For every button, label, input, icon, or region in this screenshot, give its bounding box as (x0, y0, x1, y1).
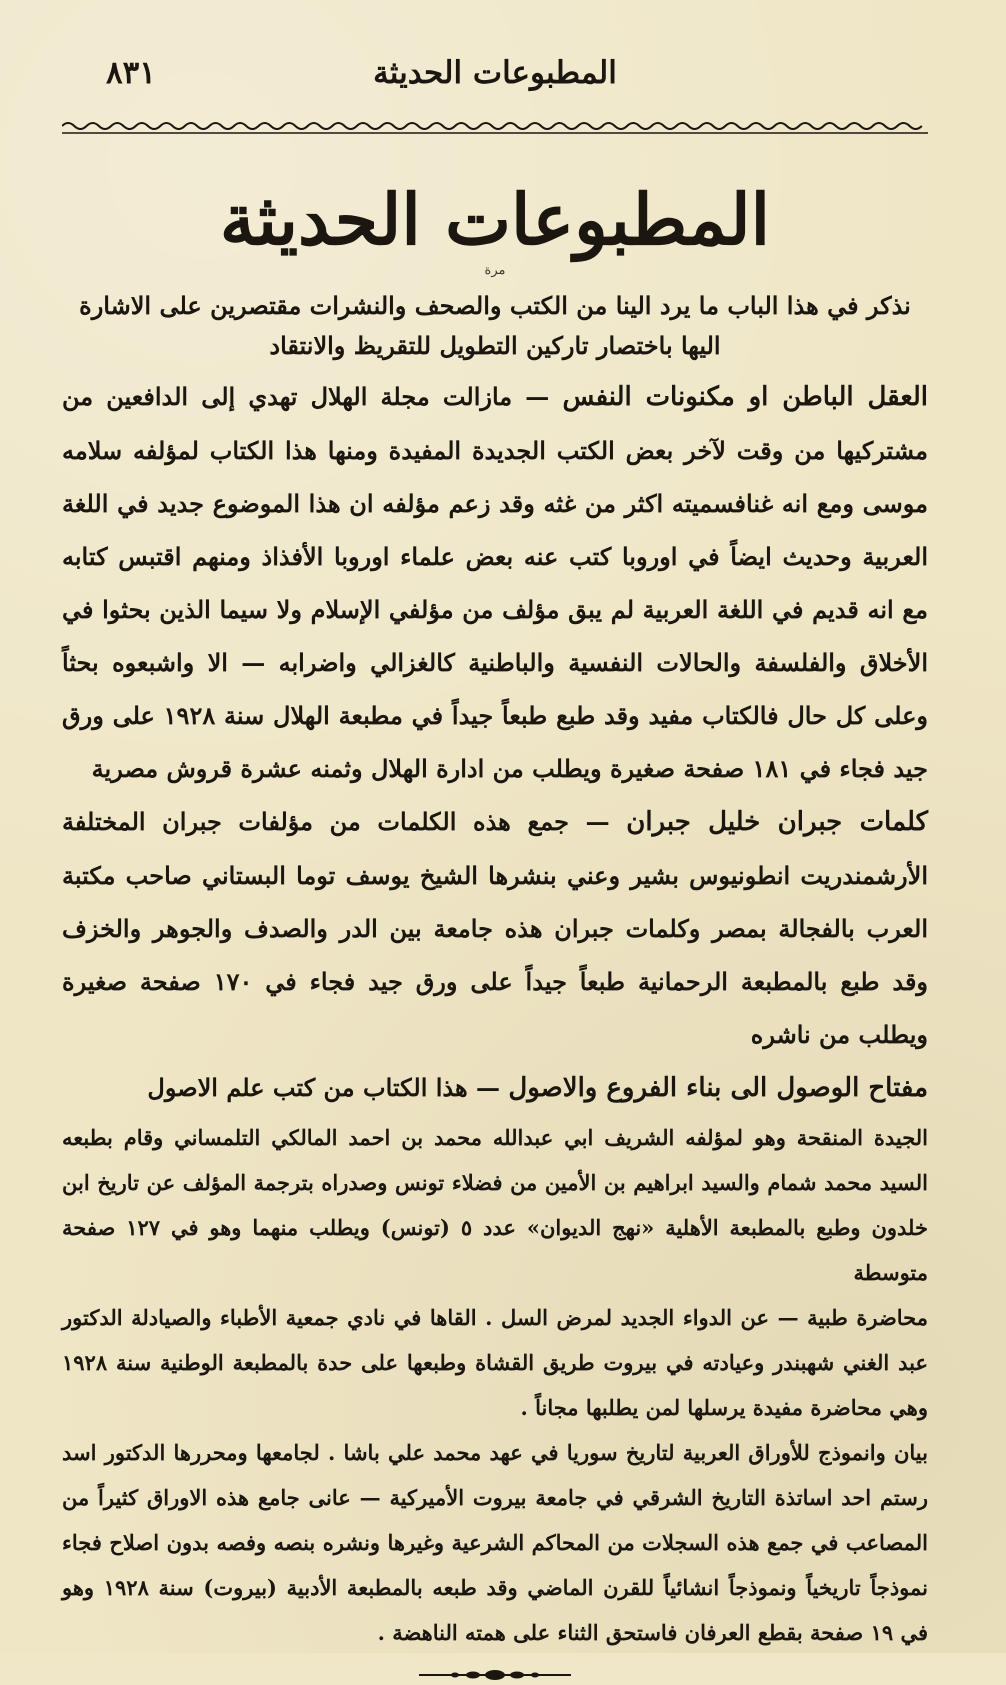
small-paragraph: محاضرة طبية — عن الدواء الجديد لمرض السل . القاها في نادي جمعية الأطباء والصيادلة الدكتور عبد الغني شهبندر وعيادته في بيروت طريق القشاة وطبعها على حدة بالمطبعة الوطنية سنة ١٩٢٨ وهي محاضرة مفيدة يرسلها لمن يطلبها مجاناً . (62, 1305, 928, 1420)
section-intro: نذكر في هذا الباب ما يرد الينا من الكتب والصحف والنشرات مقتصرين على الاشارة اليها باختصار تاركين التطويل للتقريظ والانتقاد (79, 291, 911, 360)
running-header (62, 52, 928, 100)
page-number: ٨٣١ (106, 55, 156, 91)
entry-paragraph (62, 795, 928, 1061)
entry-text: — مازالت مجلة الهلال تهدي إلى الدافعين من مشتركيها من وقت لآخر بعض الكتب الجديدة المفيدة ومنها هذا الكتاب لمؤلفه سلامه موسى ومع انه غنافسميته اكثر من غثه وقد زعم مؤلفه ان هذا الموضوع جديد في اللغة العربية وحديث ايضاً في اوروبا كتب عنه بعض علماء اوروبا الأفذاذ ومنهم اقتبس كتابه مع انه قديم في اللغة العربية لم يبق مؤلف من مؤلفي الإسلام ولا سيما الذين بحثوا في الأخلاق والفلسفة والحالات النفسية والباطنية كالغزالي واضرابه — الا واشبعوه بحثاً وعلى كل حال فالكتاب مفيد وقد طبع طبعاً جيداً في مطبعة الهلال سنة ١٩٢٨ على ورق جيد فجاء في ١٨١ صفحة صغيرة ويطلب من ادارة الهلال وثمنه عشرة قروش مصرية (62, 382, 928, 783)
end-ornament (415, 1665, 575, 1685)
small-paragraph: الجيدة المنقحة وهو لمؤلفه الشريف ابي عبدالله محمد بن احمد المالكي التلمساني وقام بطبعه السيد محمد شمام والسيد ابراهيم بن الأمين من فضلاء تونس وصدراه بترجمة المؤلف عن تاريخ ابن خلدون وطبع بالمطبعة الأهلية «نهج الديوان» عدد ٥ (تونس) ويطلب منهما وهو في ١٢٧ صفحة متوسطة (62, 1125, 928, 1285)
entry-title: كلمات جبران خليل جبران (626, 807, 928, 837)
section-title: المطبوعات الحديثة (219, 178, 771, 261)
entry-text: — هذا الكتاب من كتب علم الاصول (147, 1073, 509, 1102)
entry-paragraph (62, 1061, 928, 1115)
entry-text: — جمع هذه الكلمات من مؤلفات جبران المختلفة الأرشمندريت انطونيوس بشير وعني بنشرها الشيخ يوسف توما البستاني صاحب مكتبة العرب بالفجالة بمصر وكلمات جبران هذه جامعة بين الدر والصدف والجوهر والخزف وقد طبع بالمطبعة الرحمانية طبعاً جيداً على ورق جيد فجاء في ١٧٠ صفحة صغيرة ويطلب من ناشره (62, 807, 929, 1049)
small-print-block (62, 1115, 928, 1655)
running-title: المطبوعات الحديثة (373, 55, 617, 91)
section-title-mark: مرة (484, 263, 506, 278)
small-paragraph: بيان وانموذج للأوراق العربية لتاريخ سوريا في عهد محمد علي باشا . لجامعها ومحررها الدكتور اسد رستم احد اساتذة التاريخ الشرقي في جامعة بيروت الأميركية — عانى جامع هذه الاوراق كثيراً من المصاعب في جمع هذه السجلات من المحاكم الشرعية وغيرها ونشره بنصه وفصه بدون اصلاح فجاء نموذجاً تاريخياً ونموذجاً انشائياً للقرن الماضي وقد طبعه بالمطبعة الأدبية (بيروت) سنة ١٩٢٨ وهو في ١٩ صفحة بقطع العرفان فاستحق الثناء على همته الناهضة . (62, 1440, 929, 1645)
entry-title: العقل الباطن او مكنونات النفس (562, 382, 929, 412)
entry-title: مفتاح الوصول الى بناء الفروع والاصول (508, 1073, 928, 1103)
entry-paragraph (62, 370, 928, 795)
entries-body (62, 370, 928, 1115)
decorative-wavy-rule (62, 118, 928, 138)
